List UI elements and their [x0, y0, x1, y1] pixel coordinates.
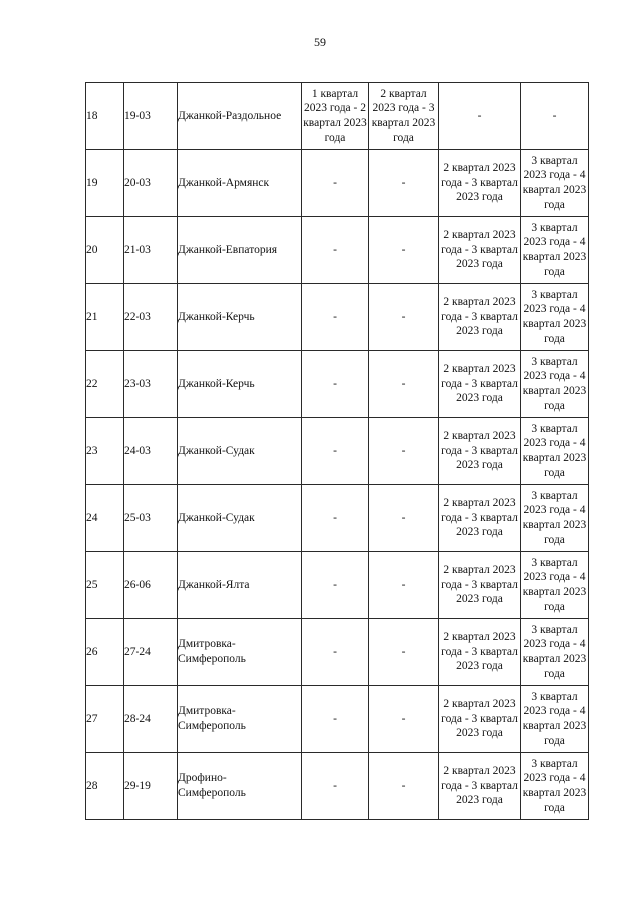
period-1-cell: [302, 552, 369, 619]
period-1-text: -: [333, 377, 337, 390]
period-4-cell: [521, 150, 589, 217]
row-number-cell: [86, 284, 124, 351]
route-code-text: 21-03: [124, 243, 151, 256]
period-2-cell: [369, 284, 439, 351]
route-code-text: 20-03: [124, 176, 151, 189]
period-4-cell: [521, 351, 589, 418]
page-number: 59: [314, 35, 326, 49]
period-1-cell: [302, 284, 369, 351]
period-4-cell: [521, 83, 589, 150]
route-code-text: 25-03: [124, 511, 151, 524]
route-name-cell: [178, 686, 302, 753]
row-number-text: 28: [86, 779, 98, 792]
period-3-cell: [439, 619, 521, 686]
period-1-text: -: [333, 243, 337, 256]
period-2-text: -: [401, 511, 406, 524]
route-name-text: Джанкой-Раздольное: [178, 109, 282, 122]
route-code-cell: [124, 217, 178, 284]
period-3-text: 2 квартал 2023 года - 3 квартал 2023 года: [441, 229, 518, 271]
row-number-text: 21: [86, 310, 98, 323]
period-2-text: -: [401, 578, 406, 591]
period-2-cell: [369, 485, 439, 552]
route-code-text: 22-03: [124, 310, 151, 323]
period-3-cell: [439, 552, 521, 619]
period-4-text: 3 квартал 2023 года - 4 квартал 2023 года: [522, 556, 587, 613]
period-1-text: -: [333, 176, 337, 189]
period-1-cell: [302, 418, 369, 485]
period-1-text: -: [333, 578, 337, 591]
table-row: [86, 552, 589, 619]
period-3-text: 2 квартал 2023 года - 3 квартал 2023 года: [441, 363, 518, 405]
period-3-text: 2 квартал 2023 года - 3 квартал 2023 года: [441, 162, 518, 204]
period-4-cell: [521, 485, 589, 552]
period-4-cell: [521, 619, 589, 686]
table-row: [86, 418, 589, 485]
period-1-cell: [302, 217, 369, 284]
route-code-cell: [124, 284, 178, 351]
row-number-cell: [86, 619, 124, 686]
table-row: [86, 686, 589, 753]
period-3-cell: [439, 753, 521, 820]
route-code-cell: [124, 418, 178, 485]
period-3-cell: [439, 83, 521, 150]
route-code-cell: [124, 753, 178, 820]
row-number-cell: [86, 552, 124, 619]
table-body: [86, 83, 589, 820]
route-name-text: Джанкой-Евпатория: [178, 243, 278, 256]
period-4-text: 3 квартал 2023 года - 4 квартал 2023 года: [522, 355, 587, 412]
period-2-text: -: [401, 645, 406, 658]
period-2-text: -: [401, 779, 406, 792]
route-code-text: 24-03: [124, 444, 151, 457]
period-4-text: 3 квартал 2023 года - 4 квартал 2023 года: [522, 690, 587, 747]
row-number-text: 20: [86, 243, 98, 256]
period-2-text: -: [401, 377, 406, 390]
period-3-text: 2 квартал 2023 года - 3 квартал 2023 года: [441, 698, 518, 740]
route-name-text: Джанкой-Керчь: [178, 377, 255, 390]
period-1-text: -: [333, 310, 337, 323]
period-3-cell: [439, 485, 521, 552]
period-1-text: -: [333, 444, 337, 457]
route-name-cell: [178, 150, 302, 217]
period-3-text: 2 квартал 2023 года - 3 квартал 2023 года: [441, 296, 518, 338]
period-3-cell: [439, 418, 521, 485]
route-code-cell: [124, 619, 178, 686]
route-name-cell: [178, 418, 302, 485]
period-2-text: -: [401, 712, 406, 725]
period-3-cell: [439, 150, 521, 217]
period-3-text: 2 квартал 2023 года - 3 квартал 2023 года: [441, 497, 518, 539]
route-name-cell: [178, 619, 302, 686]
period-1-cell: [302, 753, 369, 820]
table-row: [86, 150, 589, 217]
table-row: [86, 485, 589, 552]
period-3-text: 2 квартал 2023 года - 3 квартал 2023 года: [441, 631, 518, 673]
route-name-text: Дмитровка- Симферополь: [178, 638, 246, 665]
row-number-text: 23: [86, 444, 98, 457]
route-code-cell: [124, 485, 178, 552]
period-4-text: 3 квартал 2023 года - 4 квартал 2023 года: [522, 288, 587, 345]
period-4-text: 3 квартал 2023 года - 4 квартал 2023 года: [522, 489, 587, 546]
route-code-text: 29-19: [124, 779, 151, 792]
period-1-text: -: [333, 511, 337, 524]
route-name-cell: [178, 753, 302, 820]
row-number-cell: [86, 418, 124, 485]
period-4-cell: [521, 418, 589, 485]
route-code-cell: [124, 552, 178, 619]
route-name-cell: [178, 284, 302, 351]
route-code-text: 26-06: [124, 578, 151, 591]
row-number-text: 18: [86, 109, 98, 122]
table-row: [86, 284, 589, 351]
table-row: [86, 217, 589, 284]
period-2-cell: [369, 753, 439, 820]
period-3-cell: [439, 217, 521, 284]
period-2-cell: [369, 686, 439, 753]
period-2-cell: [369, 418, 439, 485]
route-code-text: 19-03: [124, 109, 151, 122]
route-code-text: 23-03: [124, 377, 151, 390]
row-number-text: 25: [86, 578, 98, 591]
period-1-cell: [302, 485, 369, 552]
period-3-text: -: [477, 109, 482, 122]
period-2-cell: [369, 83, 439, 150]
row-number-text: 24: [86, 511, 98, 524]
route-code-text: 28-24: [124, 712, 151, 725]
period-3-text: 2 квартал 2023 года - 3 квартал 2023 года: [441, 765, 518, 807]
row-number-text: 26: [86, 645, 98, 658]
period-3-text: 2 квартал 2023 года - 3 квартал 2023 года: [441, 430, 518, 472]
period-4-text: -: [552, 109, 557, 122]
row-number-text: 22: [86, 377, 98, 390]
row-number-cell: [86, 753, 124, 820]
route-name-cell: [178, 485, 302, 552]
period-1-text: -: [333, 779, 337, 792]
route-code-text: 27-24: [124, 645, 151, 658]
period-4-text: 3 квартал 2023 года - 4 квартал 2023 года: [522, 422, 587, 479]
period-1-text: -: [333, 645, 337, 658]
period-2-text: -: [401, 310, 406, 323]
route-code-cell: [124, 150, 178, 217]
row-number-cell: [86, 351, 124, 418]
row-number-cell: [86, 485, 124, 552]
route-name-text: Джанкой-Судак: [178, 444, 255, 457]
period-2-cell: [369, 619, 439, 686]
period-4-cell: [521, 217, 589, 284]
period-1-cell: [302, 686, 369, 753]
period-4-text: 3 квартал 2023 года - 4 квартал 2023 года: [522, 757, 587, 814]
period-1-cell: [302, 619, 369, 686]
row-number-cell: [86, 83, 124, 150]
route-name-text: Дрофино- Симферополь: [178, 772, 246, 799]
route-name-text: Джанкой-Ялта: [178, 578, 250, 591]
table-row: [86, 753, 589, 820]
route-name-text: Дмитровка- Симферополь: [178, 705, 246, 732]
table-row: [86, 351, 589, 418]
row-number-text: 27: [86, 712, 98, 725]
period-2-text: 2 квартал 2023 года - 3 квартал 2023 года: [371, 87, 436, 144]
route-code-cell: [124, 83, 178, 150]
period-1-text: -: [333, 712, 337, 725]
period-2-cell: [369, 351, 439, 418]
route-code-cell: [124, 686, 178, 753]
period-4-text: 3 квартал 2023 года - 4 квартал 2023 года: [522, 623, 587, 680]
period-1-cell: [302, 83, 369, 150]
period-2-text: -: [401, 243, 406, 256]
period-1-text: 1 квартал 2023 года - 2 квартал 2023 года: [303, 87, 367, 144]
row-number-cell: [86, 150, 124, 217]
period-3-text: 2 квартал 2023 года - 3 квартал 2023 года: [441, 564, 518, 606]
period-3-cell: [439, 351, 521, 418]
row-number-text: 19: [86, 176, 98, 189]
period-4-cell: [521, 753, 589, 820]
period-3-cell: [439, 686, 521, 753]
period-4-text: 3 квартал 2023 года - 4 квартал 2023 года: [522, 221, 587, 278]
period-2-text: -: [401, 176, 406, 189]
route-code-cell: [124, 351, 178, 418]
period-4-cell: [521, 552, 589, 619]
route-name-text: Джанкой-Армянск: [178, 176, 270, 189]
table-row: [86, 83, 589, 150]
period-1-cell: [302, 150, 369, 217]
period-2-cell: [369, 150, 439, 217]
period-2-cell: [369, 217, 439, 284]
route-name-text: Джанкой-Судак: [178, 511, 255, 524]
period-2-text: -: [401, 444, 406, 457]
route-name-cell: [178, 552, 302, 619]
period-4-cell: [521, 284, 589, 351]
period-1-cell: [302, 351, 369, 418]
period-4-cell: [521, 686, 589, 753]
route-name-cell: [178, 217, 302, 284]
period-2-cell: [369, 552, 439, 619]
route-name-cell: [178, 351, 302, 418]
row-number-cell: [86, 217, 124, 284]
route-schedule-table: [85, 82, 589, 820]
route-name-text: Джанкой-Керчь: [178, 310, 255, 323]
route-name-cell: [178, 83, 302, 150]
period-4-text: 3 квартал 2023 года - 4 квартал 2023 года: [522, 154, 587, 211]
period-3-cell: [439, 284, 521, 351]
row-number-cell: [86, 686, 124, 753]
table-row: [86, 619, 589, 686]
